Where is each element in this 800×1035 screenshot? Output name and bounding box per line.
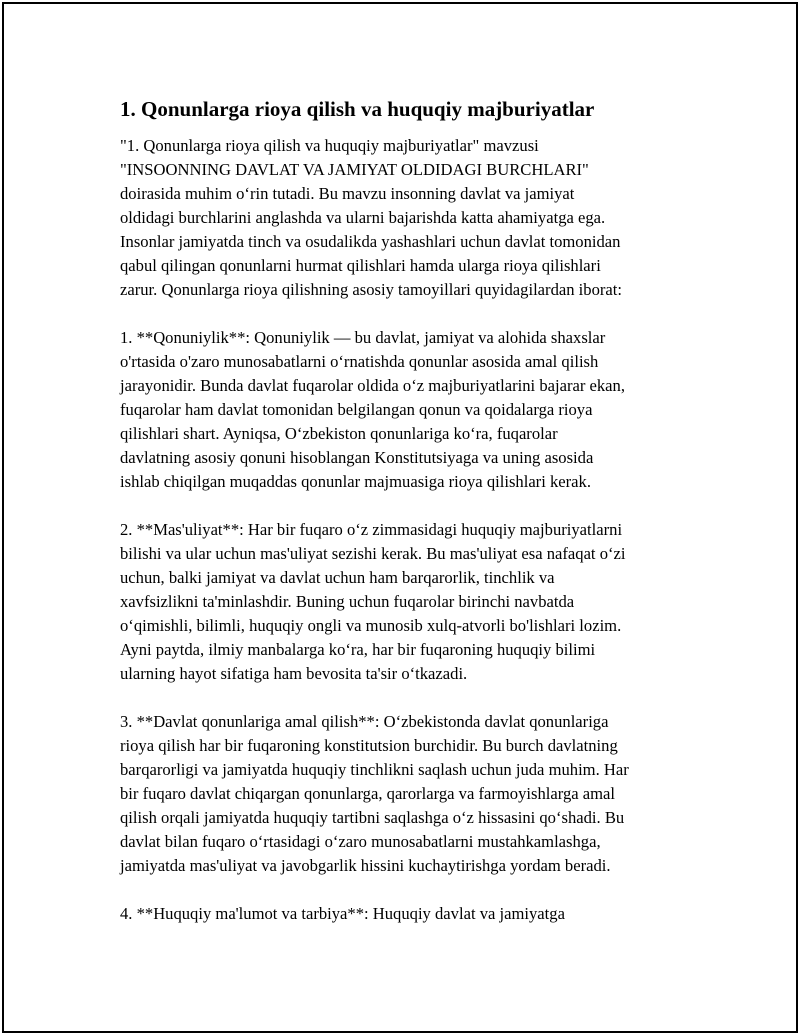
document-body: [120, 96, 680, 950]
section-heading: 1. Qonunlarga rioya qilish va huquqiy majburiyatlar: [120, 97, 595, 121]
page-frame: [2, 2, 798, 1033]
intro-paragraph: "1. Qonunlarga rioya qilish va huquqiy majburiyatlar" mavzusi "INSOONNING DAVLAT VA JAMIYAT OLDIDAGI BURCHLARI" doirasida muhim o‘rin tutadi. Bu mavzu insonning davlat va jamiyat oldidagi burchlarini anglashda va ularni bajarishda katta ahamiyatga ega. Insonlar jamiyatda tinch va osudalikda yashashlari uchun davlat tomonidan qabul qilingan qonunlarni hurmat qilishlari hamda ularga rioya qilishlari zarur. Qonunlarga rioya qilishning asosiy tamoyillari quyidagilardan iborat:: [120, 136, 623, 299]
legality-paragraph: 1. **Qonuniylik**: Qonuniylik — bu davlat, jamiyat va alohida shaxslar o'rtasida o'zaro munosabatlarni o‘rnatishda qonunlar asosida amal qilish jarayonidir. Bunda davlat fuqarolar oldida o‘z majburiyatlarini bajarar ekan, fuqarolar ham davlat tomonidan belgilangan qonun va qoidalarga rioya qilishlari shart. Ayniqsa, O‘zbekiston qonunlariga ko‘ra, fuqarolar davlatning asosiy qonuni hisoblangan Konstitutsiyaga va uning asosida ishlab chiqilgan muqaddas qonunlar majmuasiga rioya qilishlari kerak.: [120, 328, 625, 491]
legal-education-paragraph: 4. **Huquqiy ma'lumot va tarbiya**: Huquqiy davlat va jamiyatga: [120, 904, 565, 923]
responsibility-paragraph: 2. **Mas'uliyat**: Har bir fuqaro o‘z zimmasidagi huquqiy majburiyatlarni bilishi va ular uchun mas'uliyat sezishi kerak. Bu mas'uliyat esa nafaqat o‘zi uchun, balki jamiyat va davlat uchun ham barqarorlik, tinchlik va xavfsizlikni ta'minlashdir. Buning uchun fuqarolar birinchi navbatda o‘qimishli, bilimli, huquqiy ongli va munosib xulq-atvorli bo'lishlari lozim. Ayni paytda, ilmiy manbalarga ko‘ra, har bir fuqaroning huquqiy bilimi ularning hayot sifatiga ham bevosita ta'sir o‘tkazadi.: [120, 520, 626, 683]
state-laws-paragraph: 3. **Davlat qonunlariga amal qilish**: O‘zbekistonda davlat qonunlariga rioya qilish har bir fuqaroning konstitutsion burchidir. Bu burch davlatning barqarorligi va jamiyatda huquqiy tinchlikni saqlash uchun juda muhim. Har bir fuqaro davlat chiqargan qonunlarga, qarorlarga va farmoyishlarga amal qilish orqali jamiyatda huquqiy tartibni saqlashga o‘z hissasini qo‘shadi. Bu davlat bilan fuqaro o‘rtasidagi o‘zaro munosabatlarni mustahkamlashga, jamiyatda mas'uliyat va javobgarlik hissini kuchaytirishga yordam beradi.: [120, 712, 629, 875]
